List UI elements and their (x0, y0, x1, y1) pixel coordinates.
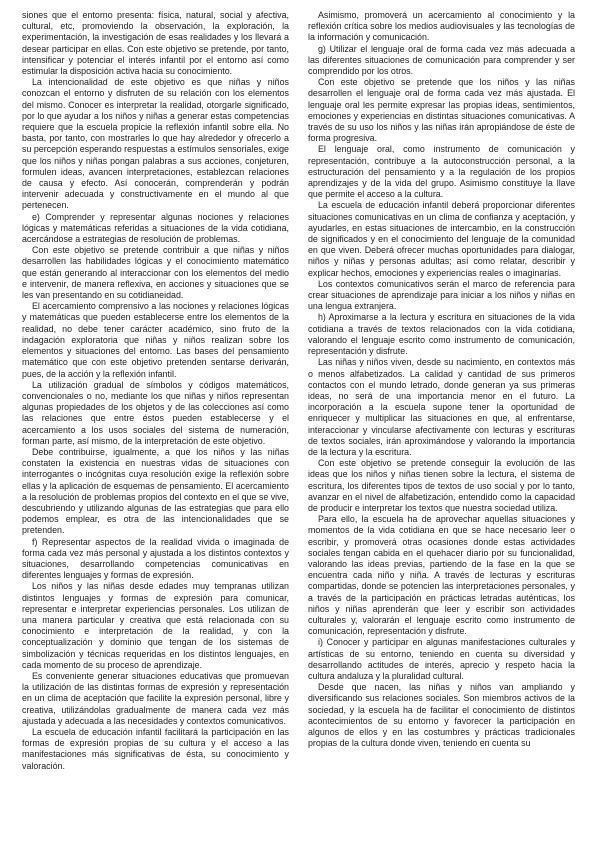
paragraph: Los contextos comunicativos serán el marco de referencia para crear situaciones de aprendizaje para iniciar a los niños y niñas en una lengua extranjera. (308, 278, 575, 312)
left-column (22, 10, 289, 841)
paragraph: Asimismo, promoverá un acercamiento al conocimiento y la reflexión crítica sobre los medios audiovisuales y las tecnologías de la información y comunicación. (308, 10, 575, 43)
paragraph: Con este objetivo se pretende conseguir la evolución de las ideas que los niños y niñas tienen sobre la lectura, el sistema de escritura, los diferentes tipos de textos de uso social y por lo tanto, avanzar en el nivel de alfabetización, entendido como la capacidad de producir e interpretar los textos que nuestra sociedad utiliza. (308, 458, 575, 513)
paragraph: Es conveniente generar situaciones educativas que promuevan la utilización de las distintas formas de expresión y representación en un clima de aceptación que facilite la expresión personal, libre y creativa, utilizándolas gradualmente de manera cada vez más ajustada y adecuada a las necesidades y contextos comunicativos. (22, 670, 289, 726)
objective-i: i) Conocer y participar en algunas manifestaciones culturales y artísticas de su entorno, teniendo en cuenta su diversidad y desarrollando actitudes de interés, aprecio y respeto hacia la cultura andaluza y la pluralidad cultural. (308, 637, 575, 681)
paragraph: Con este objetivo se pretende contribuir a que niñas y niños desarrollen las habilidades lógicas y el conocimiento matemático que están generando al interaccionar con los elementos del medio e intervenir, de manera reflexiva, en acciones y situaciones que se les van presentando en su cotidianeidad. (22, 245, 289, 301)
objective-g: g) Utilizar el lenguaje oral de forma cada vez más adecuada a las diferentes situaciones de comunicación para comprender y ser comprendido por los otros. (308, 43, 575, 77)
objective-f: f) Representar aspectos de la realidad vivida o imaginada de forma cada vez más personal y ajustada a los distintos contextos y situaciones, desarrollando competencias comunicativas en diferentes lenguajes y formas de expresión. (22, 536, 289, 581)
paragraph: Desde que nacen, las niñas y niños van ampliando y diversificando sus relaciones sociales. Son miembros activos de la sociedad, y la escuela ha de facilitar el conocimiento de distintos acontecimientos de su entorno y favorecer la participación en algunos de ellos y en las costumbres y prácticas tradicionales propias de la cultura donde viven, teniendo en cuenta su (308, 682, 575, 749)
right-column (308, 10, 575, 841)
paragraph: Con este objetivo se pretende que los niños y las niñas desarrollen el lenguaje oral de forma cada vez más ajustada. El lenguaje oral les permite expresar las propias ideas, sentimientos, emociones y experiencias en distintas situaciones comunicativas. A través de su uso los niños y las niñas irán apropiándose de éste de forma progresiva. (308, 77, 575, 144)
paragraph: Los niños y las niñas desde edades muy tempranas utilizan distintos lenguajes y formas de expresión para comunicar, representar e interpretar experiencias personales. Los utilizan de una manera particular y creativa que está relacionada con su conocimiento e interpretación de la realidad, y con la conceptualización y dominio que tengan de los sistemas de simbolización y técnicas requeridas en los distintos lenguajes, en cada momento de su proceso de aprendizaje. (22, 581, 289, 670)
paragraph: El lenguaje oral, como instrumento de comunicación y representación, contribuye a la autoconstrucción personal, a la estructuración del pensamiento y a la regulación de los propios aprendizajes y de la vida del grupo. Asimismo constituye la llave que permite el acceso a la cultura. (308, 144, 575, 200)
paragraph: Las niñas y niños viven, desde su nacimiento, en contextos más o menos alfabetizados. La calidad y cantidad de sus primeros contactos con el mundo letrado, donde generan ya sus primeras ideas, no será de una importancia menor en el futuro. La incorporación a la escuela supone tener la oportunidad de enriquecer y multiplicar las situaciones en que, al enfrentarse, interaccionar y vincularse afectivamente con lecturas y escrituras de textos sociales, irán aproximándose y valorando la importancia de la lectura y la escritura. (308, 357, 575, 457)
paragraph: Para ello, la escuela ha de aprovechar aquellas situaciones y momentos de la vida cotidiana en que se hace necesario leer o escribir, y promoverá otras ocasiones donde estas actividades sociales tengan cabida en el quehacer diario por su funcionalidad, valorando las ideas previas, partiendo de la fase en la que se encuentra cada niño y niña. A través de lecturas y escrituras compartidas, donde se potencien las interpretaciones personales, y a través de la participación en prácticas letradas auténticas, los niños y niñas aprenderán que leer y escribir son actividades culturales y, valorarán el lenguaje escrito como instrumento de comunicación, representación y disfrute. (308, 514, 575, 637)
paragraph: siones que el entorno presenta: física, natural, social y afectiva, cultural, etc, promoviendo la observación, la exploración, la experimentación, la investigación de esas realidades y los llevará a desear participar en ellas. Con este objetivo se pretende, por tanto, intensificar y potenciar el interés infantil por el entorno así como estimular la disposición activa hacia su conocimiento. (22, 10, 289, 77)
paragraph: El acercamiento comprensivo a las nociones y relaciones lógicas y matemáticas que pueden establecerse entre los elementos de la realidad, no debe tener carácter académico, sino fruto de la indagación exploratoria que niñas y niños realizan sobre los elementos y situaciones del entorno. Las bases del pensamiento matemático que con este objetivo pretenden sentarse derivarán, pues, de la acción y la reflexión infantil. (22, 301, 289, 379)
objective-e: e) Comprender y representar algunas nociones y relaciones lógicas y matemáticas referidas a situaciones de la vida cotidiana, acercándose a estrategias de resolución de problemas. (22, 211, 289, 245)
paragraph: La utilización gradual de símbolos y códigos matemáticos, convencionales o no, mediante los que niñas y niños representan algunas propiedades de los objetos y de las colecciones así como las relaciones que entre éstos pueden establecerse y el acercamiento a los usos sociales del sistema de numeración, forman parte, así mismo, de la interpretación de este objetivo. (22, 379, 289, 446)
paragraph: La escuela de educación infantil deberá proporcionar diferentes situaciones comunicativas en un clima de confianza y aceptación, y ayudarles, en estas situaciones de intercambio, en la construcción de significados y en el conocimiento del lenguaje de la comunidad en que viven. Deberá ofrecer muchas oportunidades para dialogar, niños y niñas y personas adultas; así como relatar, describir y explicar hechos, emociones y experiencias reales o imaginarias. (308, 200, 575, 278)
paragraph: Debe contribuirse, igualmente, a que los niños y las niñas constaten la existencia en nuestras vidas de situaciones con interrogantes o incógnitas cuya resolución exige la reflexión sobre ellas y la aplicación de esquemas de pensamiento. El acercamiento a la resolución de problemas propios del contexto en el que se vive, descubriendo y utilizando algunas de las estrategias que para ello podemos emplear, es otra de las intencionalidades que se pretenden. (22, 446, 289, 536)
paragraph: La escuela de educación infantil facilitará la participación en las formas de expresión propias de su cultura y el acceso a las manifestaciones más significativas de ésta, su conocimiento y valoración. (22, 727, 289, 771)
paragraph: La intencionalidad de este objetivo es que niñas y niños conozcan el entorno y disfruten de su relación con los elementos del mismo. Conocer es interpretar la realidad, otorgarle significado, por lo que ayudar a los niños y niñas a generar estas competencias requiere que la escuela propicie la reflexión infantil sobre ella. No basta, por tanto, con mostrarles lo que hay alrededor y ofrecerlo a su percepción esperando respuestas a estímulos sensoriales, exige que los niños y niñas pongan palabras a sus acciones, conjeturen, formulen ideas, avancen interpretaciones, establezcan relaciones de causa y efecto. Así conocerán, comprenderán y podrán intervenir adecuada y constructivamente en el mundo al que pertenecen. (22, 77, 289, 211)
objective-h: h) Aproximarse a la lectura y escritura en situaciones de la vida cotidiana a través de textos relacionados con la vida cotidiana, valorando el lenguaje escrito como instrumento de comunicación, representación y disfrute. (308, 312, 575, 357)
